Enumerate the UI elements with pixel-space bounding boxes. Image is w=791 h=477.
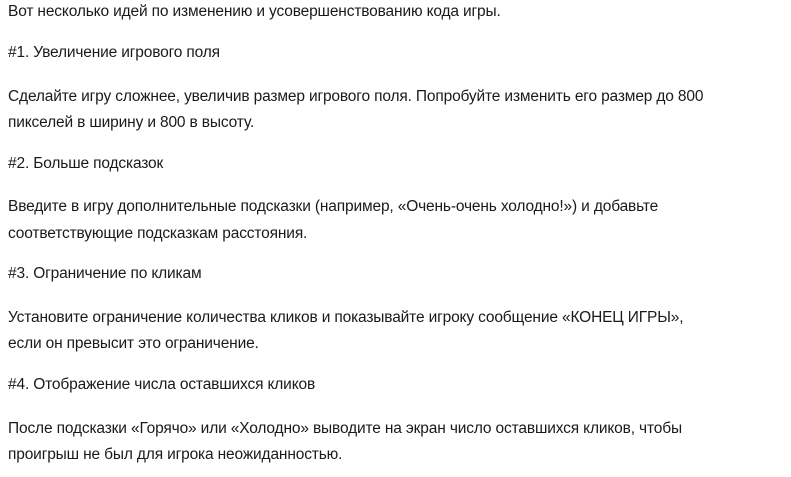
section-3-paragraph-line-2: если он превысит это ограничение. xyxy=(8,335,259,352)
section-4-heading: #4. Отображение числа оставшихся кликов xyxy=(8,376,316,393)
section-1-paragraph-line-2: пикселей в ширину и 800 в высоту. xyxy=(8,114,255,131)
section-1-heading: #1. Увеличение игрового поля xyxy=(8,44,220,61)
section-2-paragraph-line-2: соответствующие подсказкам расстояния. xyxy=(8,225,308,242)
section-4-paragraph-line-1: После подсказки «Горячо» или «Холодно» выводите на экран число оставшихся кликов, чтобы xyxy=(8,420,682,437)
intro-text: Вот несколько идей по изменению и усовершенствованию кода игры. xyxy=(8,3,501,20)
section-2-paragraph-line-1: Введите в игру дополнительные подсказки (например, «Очень-очень холодно!») и добавьте xyxy=(8,198,659,215)
section-1-paragraph-line-1: Сделайте игру сложнее, увеличив размер игрового поля. Попробуйте изменить его размер до 800 xyxy=(8,88,704,105)
section-2-heading: #2. Больше подсказок xyxy=(8,155,164,172)
section-3-paragraph-line-1: Установите ограничение количества кликов и показывайте игроку сообщение «КОНЕЦ ИГРЫ», xyxy=(8,309,684,326)
section-4-paragraph-line-2: проигрыш не был для игрока неожиданностью. xyxy=(8,446,343,463)
section-3-heading: #3. Ограничение по кликам xyxy=(8,265,202,282)
